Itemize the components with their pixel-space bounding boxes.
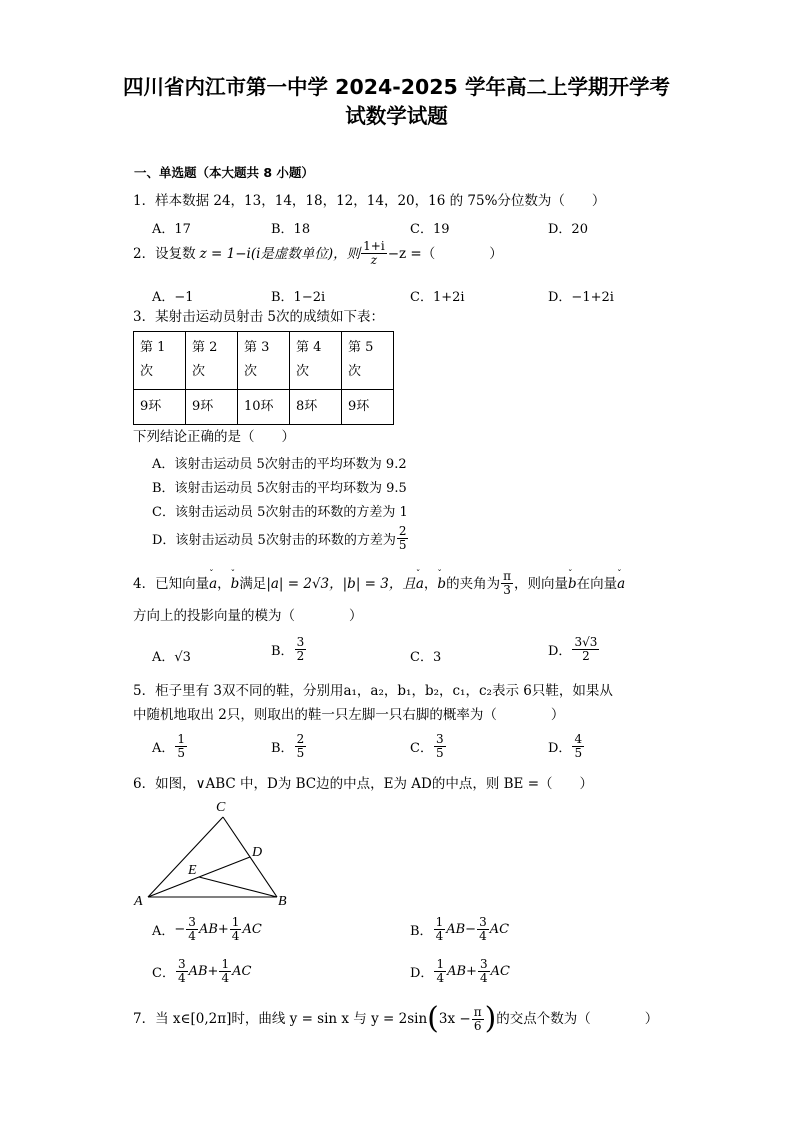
- score-value-cell: 9环: [186, 390, 238, 425]
- frac-num: π: [473, 1004, 482, 1019]
- q4-text: 在向量: [576, 575, 618, 592]
- frac-num: 1: [231, 915, 240, 929]
- frac-num: 3√3: [574, 635, 598, 649]
- vector-b: ˇ b: [231, 576, 240, 592]
- coef-fraction: [477, 916, 489, 943]
- paren-close: ): [484, 1001, 497, 1036]
- vector-AC: AC: [489, 922, 510, 937]
- q3-option-c: C．该射击运动员 5次射击的环数的方差为 1: [152, 505, 408, 520]
- vector-b: ˇ b: [437, 576, 446, 592]
- option-label: D．: [410, 966, 434, 981]
- q1-option-d: D．20: [548, 222, 588, 237]
- q3-option-b: B．该射击运动员 5次射击的平均环数为 9.5: [152, 481, 407, 496]
- score-header-cell: 第 5 次: [342, 332, 394, 390]
- operator: +: [466, 964, 477, 979]
- q2-frac-den: z: [370, 253, 378, 267]
- option-fraction: [434, 733, 446, 760]
- vector-AB: AB: [446, 922, 466, 937]
- option-fraction: [295, 733, 307, 760]
- q2-fraction: [361, 240, 387, 267]
- q4-option-c: C．3: [410, 650, 442, 665]
- question-4-line2: 方向上的投影向量的模为（ ）: [133, 608, 363, 624]
- q3-option-d-text: D．该射击运动员 5次射击的环数的方差为: [152, 533, 396, 548]
- score-header-cell: 第 3 次: [238, 332, 290, 390]
- frac-den: 4: [177, 971, 186, 985]
- q7-fraction: [472, 1006, 484, 1033]
- question-5-line2: 中随机地取出 2只，则取出的鞋一只左脚一只右脚的概率为（ ）: [133, 707, 565, 723]
- paren-open: (: [427, 1001, 439, 1036]
- coef-fraction: [219, 958, 231, 985]
- frac-num: 3: [296, 635, 305, 649]
- frac-num: 3: [435, 732, 444, 746]
- q2-option-a: A．−1: [152, 290, 194, 305]
- q4-text: ，则向量: [513, 575, 568, 592]
- question-7-stem: [133, 1001, 659, 1036]
- question-4-line1: 4．已知向量 ˇ a ， ˇ b 满足 |a| = 2√3，|b| = 3，且 ˇ a ， ˇ b 的夹角为 $\frac{\pi}{3}$ ，则向量 ˇ b 在向量 ˇ a: [133, 570, 625, 597]
- frac-den: 5: [296, 746, 305, 760]
- vector-AB: AB: [198, 922, 218, 937]
- frac-num: 4: [574, 732, 583, 746]
- score-value-cell: 9环: [342, 390, 394, 425]
- option-label: C．: [152, 966, 175, 981]
- frac-den: 4: [221, 971, 230, 985]
- q4-angle-fraction: [501, 570, 513, 597]
- coef-fraction: [230, 916, 242, 943]
- option-label: B．: [410, 924, 433, 939]
- q4-option-a: A．√3: [152, 650, 191, 665]
- q4-text: 满足: [239, 575, 267, 592]
- q7-paren-content: 3x −: [438, 1011, 471, 1027]
- q7-prefix: 7．当 x∈[0,2π]时，曲线 y = sin x 与 y = 2sin: [133, 1011, 428, 1027]
- score-value-cell: 8环: [290, 390, 342, 425]
- frac-den: 4: [231, 929, 240, 943]
- q2-frac-num: 1+i: [363, 239, 385, 253]
- frac-den: 4: [188, 929, 196, 943]
- frac-den: 4: [435, 929, 444, 943]
- frac-num: 3: [479, 915, 487, 929]
- score-value-cell: 10环: [238, 390, 290, 425]
- q5-option-a: [152, 733, 188, 760]
- operator: +: [217, 922, 229, 937]
- exam-title-line2: 试数学试题: [345, 104, 448, 128]
- q5-option-d: [548, 733, 585, 760]
- q2-expr: z = 1−i(i是虚数单位)，则: [199, 245, 361, 262]
- label-E: E: [188, 863, 197, 878]
- frac-den: 2: [296, 649, 305, 663]
- segment-AC: [148, 817, 223, 897]
- q4-text: 4．已知向量: [133, 575, 210, 592]
- question-6-stem: 6．如图，∨ABC 中，D为 BC边的中点，E为 AD的中点，则 BE =（ ）: [133, 776, 594, 792]
- frac-num: 1: [436, 957, 445, 971]
- exam-title-line1: 四川省内江市第一中学 2024-2025 学年高二上学期开学考: [123, 75, 670, 99]
- question-2-stem: [133, 240, 503, 267]
- coef-fraction: [186, 916, 198, 943]
- q3-option-d: [152, 525, 409, 552]
- coef-fraction: [176, 958, 188, 985]
- frac-den: 5: [574, 746, 583, 760]
- question-1-stem: 1．样本数据 24，13，14，18，12，14，20，16 的 75%分位数为（ ）: [133, 193, 606, 209]
- frac-num: 1: [435, 915, 444, 929]
- vector-a: ˇ a: [209, 576, 217, 592]
- q1-option-a: A．17: [152, 222, 191, 237]
- score-header-cell: 第 2 次: [186, 332, 238, 390]
- vector-b: ˇ b: [568, 576, 577, 592]
- q2-prefix: 2．设复数: [133, 245, 196, 262]
- vector-a: ˇ a: [617, 576, 625, 592]
- frac-num: 2: [296, 732, 305, 746]
- q2-option-b: B．1−2i: [271, 290, 326, 305]
- frac-num: 1: [177, 732, 186, 746]
- q7-suffix: 的交点个数为（ ）: [496, 1011, 659, 1027]
- frac-den: 4: [479, 971, 488, 985]
- q2-option-d: D．−1+2i: [548, 290, 614, 305]
- frac-num: 2: [398, 524, 407, 538]
- option-label: A．: [152, 741, 175, 756]
- frac-den: 4: [436, 971, 445, 985]
- frac-den: 2: [582, 649, 590, 663]
- q5-option-b: [271, 733, 307, 760]
- q1-option-c: C．19: [410, 222, 450, 237]
- option-label: B．: [271, 644, 294, 659]
- score-header-cell: 第 4 次: [290, 332, 342, 390]
- label-C: C: [216, 800, 226, 815]
- frac-den: 4: [479, 929, 487, 943]
- option-fraction: [572, 733, 584, 760]
- operator: −: [465, 922, 477, 937]
- option-label: A．: [152, 924, 175, 939]
- label-B: B: [278, 894, 287, 909]
- coef-fraction: [434, 958, 446, 985]
- score-header-cell: 第 1 次: [134, 332, 186, 390]
- frac-den: 5: [435, 746, 444, 760]
- q4-optD-fraction: [572, 636, 599, 663]
- q6-option-a: [152, 916, 262, 943]
- operator: +: [207, 964, 219, 979]
- question-5-line1: 5．柜子里有 3双不同的鞋，分别用a₁，a₂，b₁，b₂，c₁，c₂表示 6只鞋，如果从: [133, 683, 613, 699]
- q6-option-d: [410, 958, 510, 985]
- score-table-value-row: [134, 390, 394, 425]
- q4-text: |a| = 2√3，|b| = 3，且: [266, 575, 416, 592]
- frac-den: 5: [177, 746, 186, 760]
- frac-num: 3: [177, 957, 186, 971]
- q4-text: 的夹角为: [446, 575, 501, 592]
- score-value-cell: 9环: [134, 390, 186, 425]
- section-heading: 一、单选题（本大题共 8 小题）: [134, 165, 314, 180]
- q4-option-b: [271, 636, 307, 663]
- q6-option-b: [410, 916, 509, 943]
- frac-num: 3: [479, 957, 488, 971]
- score-table: [133, 331, 394, 425]
- q3-option-d-fraction: [397, 525, 409, 552]
- coef-fraction: [478, 958, 490, 985]
- q4-option-d: [548, 636, 600, 663]
- q5-option-c: [410, 733, 447, 760]
- coef-fraction: [434, 916, 446, 943]
- score-table-header-row: [134, 332, 394, 390]
- q2-suffix: −z =（ ）: [387, 245, 503, 262]
- option-label: D．: [548, 644, 572, 659]
- q3-option-a: A．该射击运动员 5次射击的平均环数为 9.2: [152, 457, 407, 472]
- vector-AC: AC: [232, 964, 252, 979]
- option-label: D．: [548, 741, 572, 756]
- frac-num: 3: [188, 915, 196, 929]
- q4-optB-fraction: [295, 636, 307, 663]
- option-label: B．: [271, 741, 294, 756]
- label-A: A: [134, 894, 143, 909]
- frac-num: 1: [221, 957, 230, 971]
- vector-a: ˇ a: [416, 576, 424, 592]
- option-label: C．: [410, 741, 433, 756]
- q1-option-b: B．18: [271, 222, 311, 237]
- frac-den: 3: [503, 583, 511, 597]
- option-fraction: [175, 733, 187, 760]
- frac-den: 5: [398, 538, 407, 552]
- q3-prompt: 下列结论正确的是（ ）: [133, 429, 295, 445]
- q2-option-c: C．1+2i: [410, 290, 465, 305]
- vector-AB: AB: [447, 964, 467, 979]
- frac-den: 6: [473, 1018, 482, 1033]
- label-D: D: [252, 845, 263, 860]
- vector-AC: AC: [242, 922, 262, 937]
- frac-num: π: [503, 569, 511, 583]
- q6-option-c: [152, 958, 251, 985]
- sign: −: [174, 922, 186, 937]
- question-3-stem: 3．某射击运动员射击 5次的成绩如下表：: [133, 309, 384, 325]
- vector-AC: AC: [490, 964, 510, 979]
- vector-AB: AB: [188, 964, 208, 979]
- triangle-figure: [130, 796, 295, 912]
